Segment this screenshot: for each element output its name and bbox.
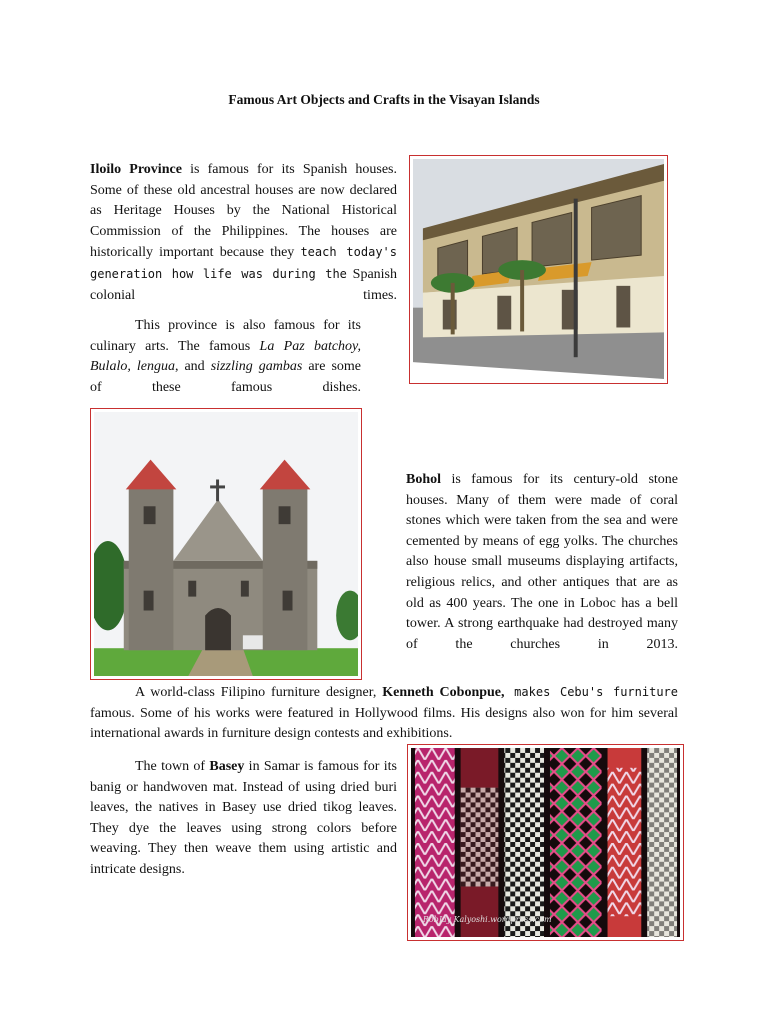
bohol-heading: Bohol (406, 472, 442, 487)
bohol-text: is famous for its century-old stone houses. Many of them were made of coral stones which were taken from the sea and were cemented by means of egg yolks. The churches also house small museums displaying artifacts, religious relics, and other antiques that are as old as 400 years. The one in Loboc has a bell tower. A strong earthquake had destroyed many of the churches in 2013. (406, 472, 678, 652)
designer-name: Kenneth Cobonpue, (382, 685, 505, 700)
page-title: Famous Art Objects and Crafts in the Visayan Islands (228, 92, 540, 107)
iloilo-text: is famous for its Spanish houses. Some of these old ancestral houses are now declared as Heritage Houses by the National Historical Commission of the Philippines. The houses are historically important because they (90, 162, 397, 261)
bohol-church-photo (90, 408, 362, 680)
spanish-house-photo (409, 155, 668, 384)
cebu-text-rest: famous. Some of his works were featured in Hollywood films. His designs also won for him several international awards in furniture design contests and exhibitions. (90, 705, 678, 742)
church-illustration (94, 412, 358, 676)
spanish-house-illustration (413, 159, 664, 380)
photo-watermark: RobJay Kalyoshi.wordpress.com (422, 915, 552, 925)
iloilo-text-end: Spanish colonial times. (90, 266, 397, 303)
iloilo-text-mono: teach today's generation how life was during the (90, 245, 398, 281)
cebu-text-mono: makes Cebu's furniture (504, 685, 678, 699)
basey-text-start: The town of (135, 759, 210, 774)
cebu-text-start: A world-class Filipino furniture designer, (135, 685, 383, 700)
banig-mats-photo (407, 744, 684, 941)
cebu-paragraph (90, 682, 678, 745)
culinary-text-mid: , and (174, 359, 211, 375)
basey-paragraph (90, 757, 397, 881)
woven-mats-illustration (411, 748, 680, 937)
iloilo-heading: Iloilo Province (90, 162, 182, 177)
basey-heading: Basey (209, 759, 245, 774)
culinary-text-start: This province is also famous for its culinary arts. The famous (90, 318, 361, 354)
basey-text: in Samar is famous for its banig or handwoven mat. Instead of using dried buri leaves, the natives in Basey use dried tikog leaves. They dye the leaves using strong colors before weaving. They then weave them using artistic and intricate designs. (90, 759, 397, 877)
culinary-paragraph (90, 316, 361, 398)
culinary-text-end: are some of these famous dishes. (90, 359, 361, 395)
iloilo-paragraph (90, 160, 397, 306)
dish-gambas: sizzling gambas (210, 359, 303, 375)
dish-batchoy: La Paz batchoy, (259, 338, 361, 354)
bohol-paragraph (406, 470, 678, 655)
dish-bulalo: Bulalo, lengua (90, 359, 175, 375)
